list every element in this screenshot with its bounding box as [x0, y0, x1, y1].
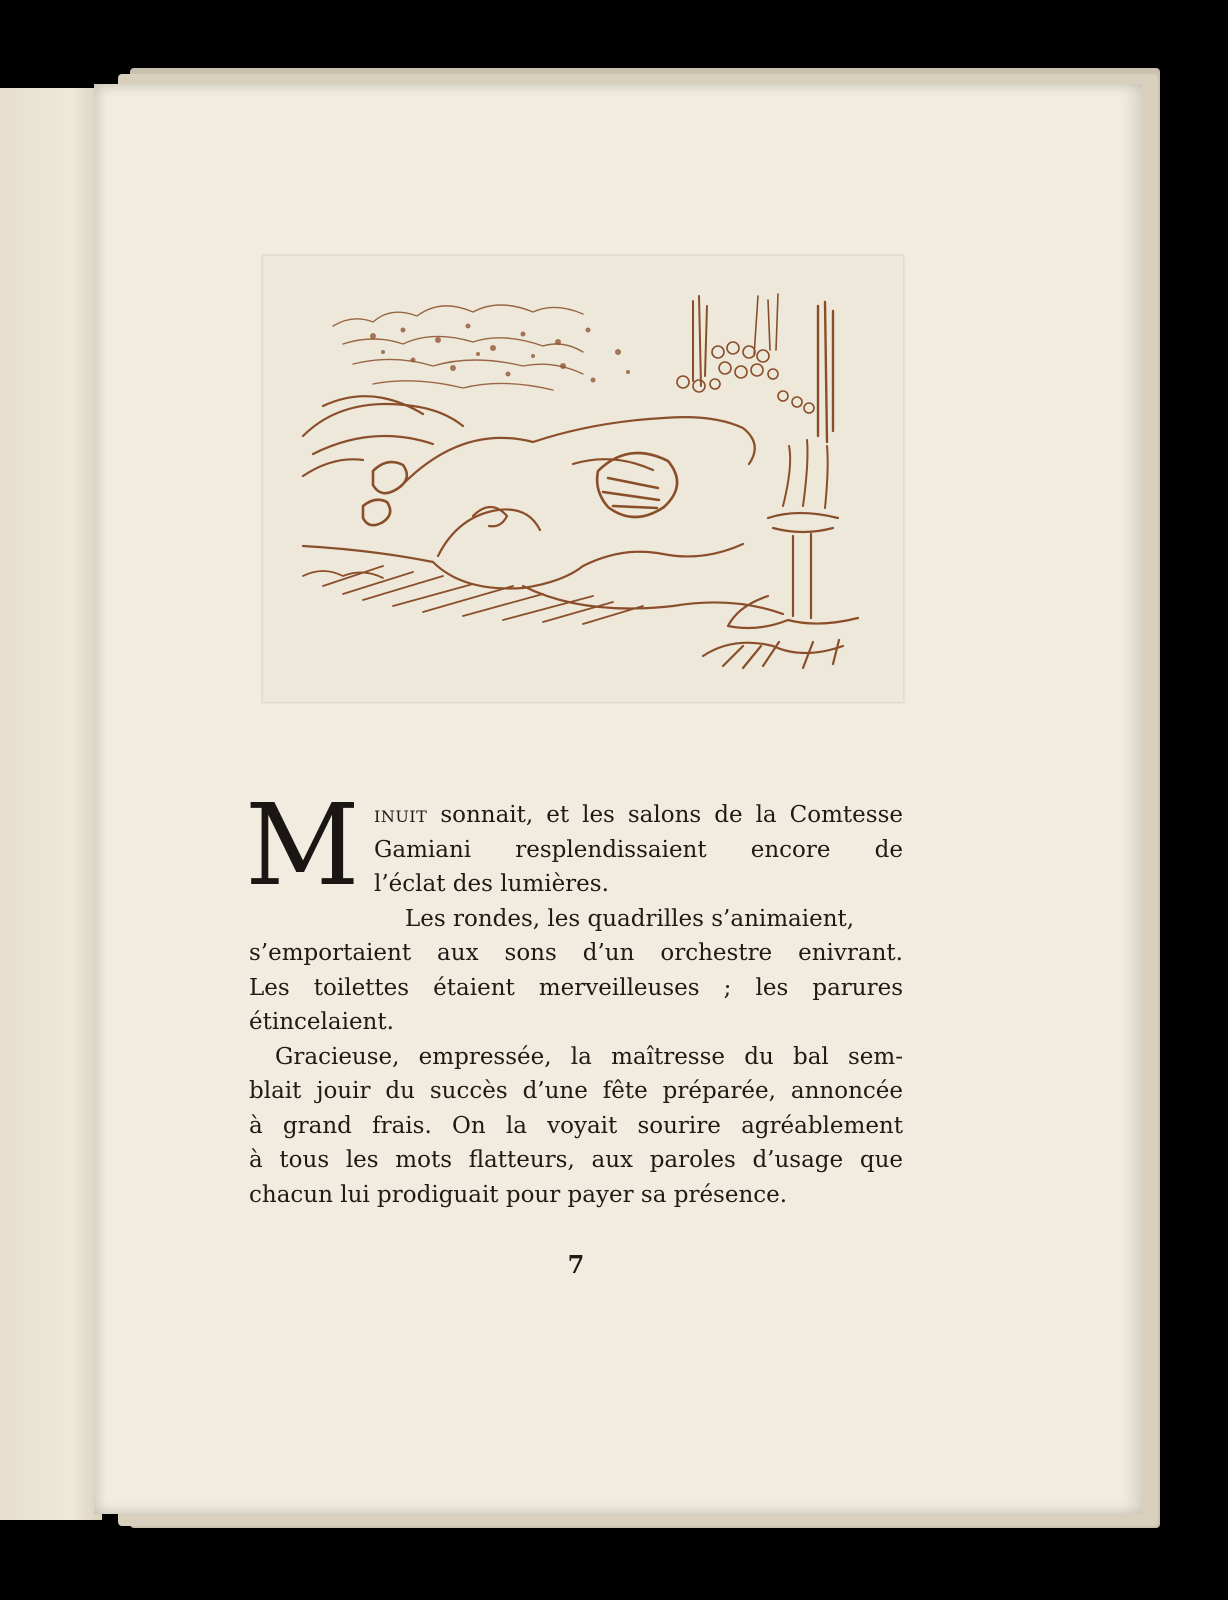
text-line-3: l’éclat des lumières. [374, 871, 609, 897]
text-line-6: Les toilettes étaient merveilleuses ; les parures [249, 974, 903, 1001]
small-caps-word: inuit [374, 802, 428, 828]
text-line-11: à tous les mots flatteurs, aux paroles d’usage que [249, 1147, 903, 1173]
text-line-10: à grand frais. On la voyait sourire agréablement [249, 1112, 903, 1139]
text-line-8: Gracieuse, empressée, la maîtresse du bal sem- [275, 1043, 903, 1070]
text-line-9: blait jouir du succès d’une fête préparée, annoncée [249, 1078, 903, 1104]
text-line-4: Les rondes, les quadrilles s’animaient, [405, 905, 855, 932]
drop-cap: M [245, 781, 360, 911]
text-line-5: s’emportaient aux sons d’un orchestre enivrant. [249, 940, 903, 966]
left-page-edge [0, 88, 102, 1520]
text-line-12: chacun lui prodiguait pour payer sa présence. [249, 1181, 788, 1208]
chapter-text [245, 781, 903, 1212]
text-line-1 [374, 798, 903, 833]
text-line-2: Gamiani resplendissaient encore de [374, 836, 903, 863]
text-line-1-rest: sonnait, et les salons de la Comtesse [440, 802, 903, 828]
page-number: 7 [567, 1250, 585, 1279]
reclining-figures-etching-icon [263, 256, 903, 702]
etching-plate [262, 255, 904, 703]
text-line-7: étincelaient. [249, 1009, 394, 1035]
